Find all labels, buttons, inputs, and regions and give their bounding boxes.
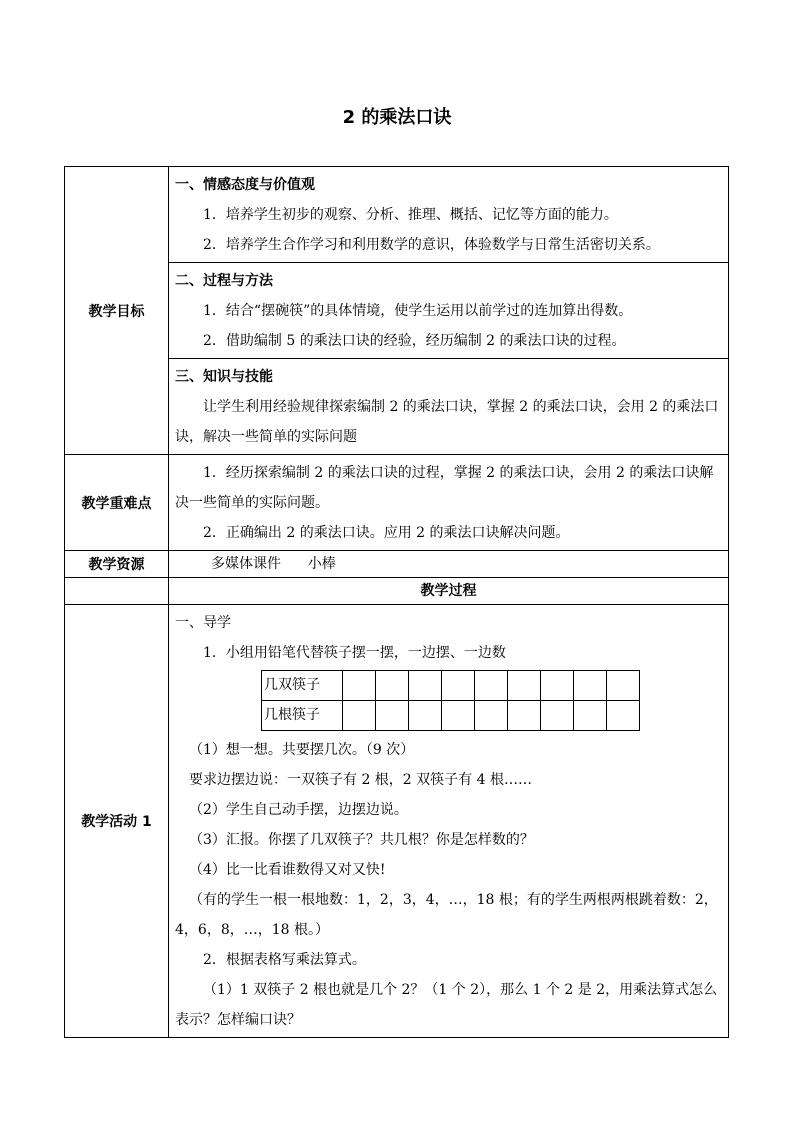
chopstick-row-count: [262, 701, 640, 731]
objectives-section-1: [169, 167, 729, 263]
activity1-line: （2）学生自己动手摆，边摆边说。: [189, 802, 408, 818]
objectives-label: 教学目标: [65, 167, 169, 455]
activity1-line: （3）汇报。你摆了几双筷子？共几根？你是怎样数的？: [189, 832, 534, 848]
objective-item: 1．培养学生初步的观察、分析、推理、概括、记忆等方面的能力。: [203, 207, 618, 223]
activity1-step2: 2．根据表格写乘法算式。: [203, 952, 366, 968]
key-points-label: 教学重难点: [65, 455, 169, 551]
activity1-label: 教学活动 1: [65, 605, 169, 1038]
activity1-cell: [169, 605, 729, 1038]
resources-label: 教学资源: [65, 551, 169, 578]
empty-label-cell: [65, 578, 169, 605]
activity1-line: （4）比一比看谁数得又对又快!: [189, 862, 386, 878]
activity1-line: （1）想一想。共要摆几次。（9 次）: [189, 742, 415, 758]
row-header: 几根筷子: [262, 701, 343, 731]
key-point-item: 2．正确编出 2 的乘法口诀。应用 2 的乘法口诀解决问题。: [203, 525, 570, 541]
process-header: 教学过程: [420, 583, 477, 599]
objective-item: 2．培养学生合作学习和利用数学的意识，体验数学与日常生活密切关系。: [203, 237, 660, 253]
chopstick-table: [261, 670, 640, 731]
resources-value: 多媒体课件 小棒: [211, 556, 336, 572]
lesson-plan-table: [64, 166, 729, 1038]
resources-cell: [169, 551, 729, 578]
page-title: 2 的乘法口诀: [342, 107, 452, 128]
activity1-step2-sub: （1）1 双筷子 2 根也就是几个 2？（1 个 2），那么 1 个 2 是 2，用乘法算式怎么表示？怎样编口诀？: [175, 982, 718, 1028]
activity1-heading: 一、导学: [175, 615, 231, 631]
objectives-section-2: [169, 263, 729, 359]
activity1-line: 要求边摆边说：一双筷子有 2 根，2 双筷子有 4 根……: [189, 772, 532, 788]
activity1-step1: 1．小组用铅笔代替筷子摆一摆，一边摆、一边数: [203, 645, 506, 661]
section-heading: 一、情感态度与价值观: [175, 177, 315, 193]
chopstick-row-pairs: [262, 671, 640, 701]
objective-item: 让学生利用经验规律探索编制 2 的乘法口诀，掌握 2 的乘法口诀，会用 2 的乘法口诀，解决一些简单的实际问题: [175, 399, 719, 445]
key-point-item: 1．经历探索编制 2 的乘法口诀的过程，掌握 2 的乘法口诀，会用 2 的乘法口诀解决一些简单的实际问题。: [175, 465, 714, 511]
objectives-section-3: [169, 359, 729, 455]
objective-item: 2．借助编制 5 的乘法口诀的经验，经历编制 2 的乘法口诀的过程。: [203, 333, 626, 349]
activity1-line: （有的学生一根一根地数：1，2，3，4，…，18 根；有的学生两根两根跳着数：2，4，6，8，…，18 根。）: [175, 892, 718, 938]
section-heading: 二、过程与方法: [175, 273, 273, 289]
key-points-cell: [169, 455, 729, 551]
process-header-cell: [169, 578, 729, 605]
row-header: 几双筷子: [262, 671, 343, 701]
objective-item: 1．结合“摆碗筷”的具体情境，使学生运用以前学过的连加算出得数。: [203, 303, 633, 319]
section-heading: 三、知识与技能: [175, 369, 273, 385]
